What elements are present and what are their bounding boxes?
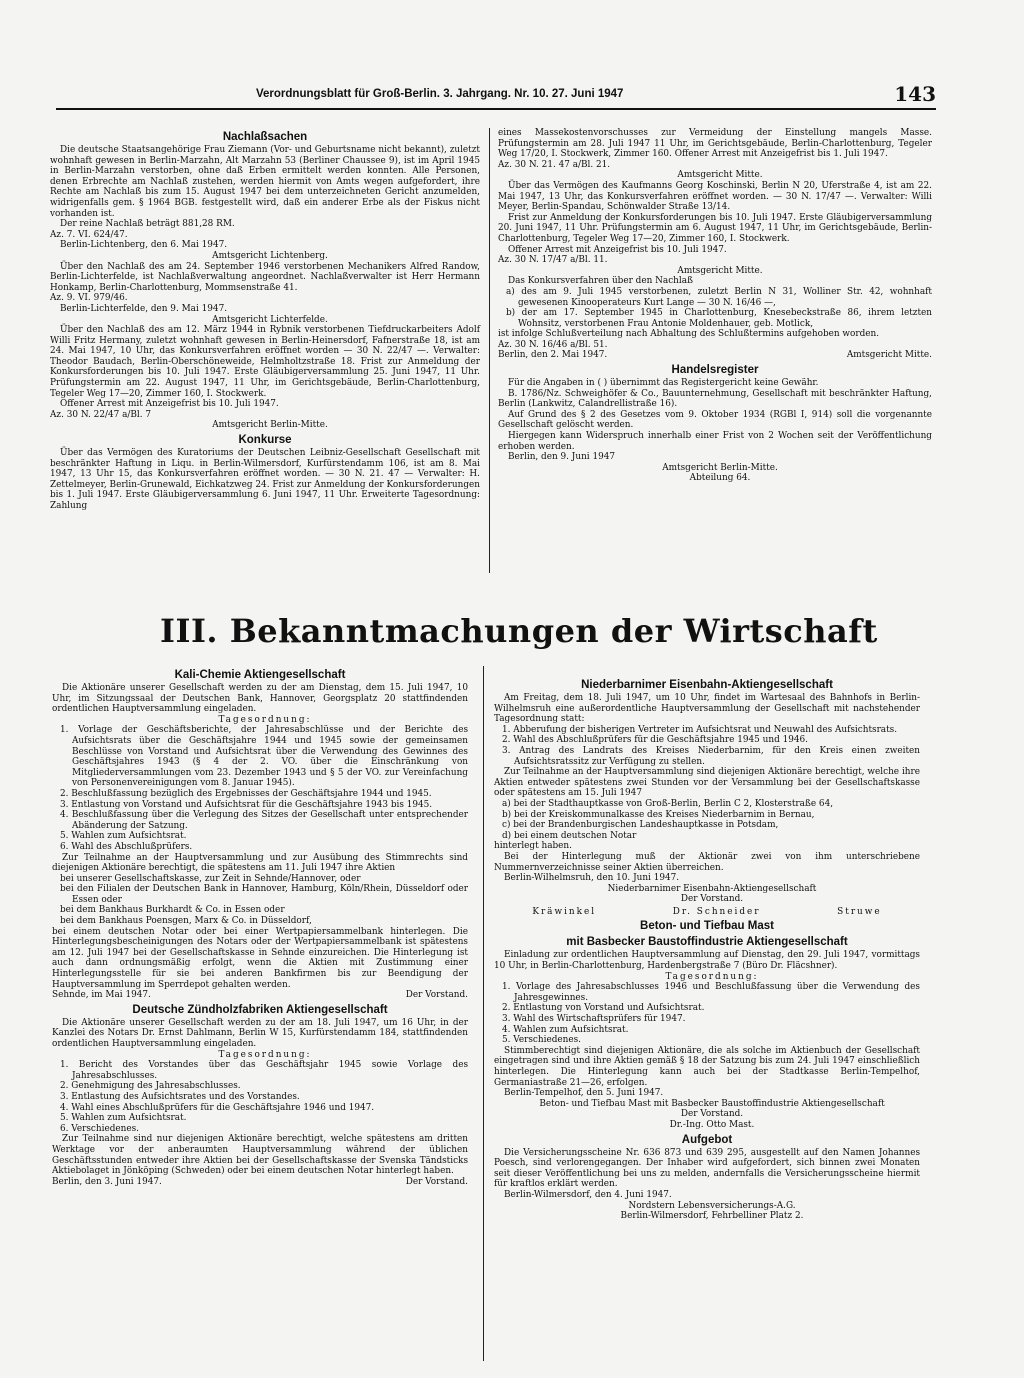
company-name: Beton- und Tiefbau Mast mit Basbecker Baustoffindustrie Aktiengesellschaft <box>539 1098 885 1109</box>
section-heading-konkurse: Konkurse <box>238 434 292 447</box>
date-line: Berlin-Wilmersdorf, den 4. Juni 1947. <box>504 1189 672 1200</box>
agenda-item: 5. Wahlen zum Aufsichtsrat. <box>60 1113 187 1124</box>
case-number: Az. 30 N. 22/47 a/Bl. 7 <box>50 409 152 420</box>
agenda-item: 1. Abberufung der bisherigen Vertreter im Aufsichtsrat und Neuwahl des Aufsichtsrats. <box>502 724 898 735</box>
court-signature: Amtsgericht Mitte. <box>677 170 763 181</box>
agenda-item: 2. Wahl des Abschlußprüfers für die Geschäftsjahre 1945 und 1946. <box>502 735 808 746</box>
signature: Der Vorstand. <box>680 894 744 905</box>
header-title: Verordnungsblatt für Groß-Berlin. 3. Jahrgang. Nr. 10. 27. Juni 1947 <box>256 88 624 100</box>
court-signature: Amtsgericht Lichterfelde. <box>212 314 328 325</box>
paragraph: Über das Vermögen des Kuratoriums der Deutschen Leibniz-Gesellschaft Gesellschaft mit beschränkter Haftung in Liqu. in Berlin-Wilmersdorf, Kurfürstendamm 106, ist am 8. Mai 1947, 13 Uhr 15, das Konkursverfahren eröffnet worden. — 30 N. 21. 47 — Verwalter: H. Zettelmeyer, Berlin-Grunewald, Eichkatzweg 24. Frist zur Anmeldung der Konkursforderungen bis 1. Juli 1947. Erste Gläubigerversammlung 6. Juni 1947, 11 Uhr. Erweiterte Tagesordnung: Zahlung <box>50 448 480 511</box>
signatory-name: Struwe <box>837 906 882 917</box>
court-signature: Amtsgericht Berlin-Mitte. <box>662 462 778 473</box>
column-top-right <box>498 128 932 484</box>
paragraph: eines Massekostenvorschusses zur Vermeidung der Einstellung mangels Masse. Prüfungstermin am 28. Juli 1947 11 Uhr, im Gerichtsgebäude, Berlin-Charlottenburg, Tegeler Weg 17/20, I. Stockwerk, Zimmer 160. Offener Arrest mit Anzeigefrist bis 1. Juli 1947. <box>498 128 932 160</box>
paragraph: Am Freitag, dem 18. Juli 1947, um 10 Uhr, findet im Wartesaal des Bahnhofs in Berlin-Wilhelmsruh eine außerordentliche Hauptversammlung der Gesellschaft mit nachstehender Tagesordnung statt: <box>494 693 920 725</box>
agenda-title: Tagesordnung: <box>218 1049 312 1060</box>
date-line: Berlin, den 3. Juni 1947. <box>52 1176 162 1187</box>
page-number: 143 <box>894 82 936 106</box>
list-item: bei dem Bankhaus Poensgen, Marx & Co. in Düsseldorf, <box>60 916 312 927</box>
paragraph: Auf Grund des § 2 des Gesetzes vom 9. Oktober 1934 (RGBl I, 914) soll die vorgenannte Gesellschaft gelöscht werden. <box>498 409 932 431</box>
column-divider <box>489 128 490 573</box>
date-line: Berlin-Lichterfelde, den 9. Mai 1947. <box>60 303 228 314</box>
company-address: Berlin-Wilmersdorf, Fehrbelliner Platz 2. <box>620 1211 804 1222</box>
case-number: Az. 9. VI. 979/46. <box>50 293 128 304</box>
company-name: Niederbarnimer Eisenbahn-Aktiengesellschaft <box>607 883 817 894</box>
list-item: a) des am 9. Juli 1945 verstorbenen, zuletzt Berlin N 31, Wolliner Str. 42, wohnhaft gewesenen Kinooperateurs Kurt Lange — 30 N. 16/46 —, <box>506 286 932 308</box>
court-signature: Amtsgericht Mitte. <box>846 350 932 361</box>
section-heading-mast: Beton- und Tiefbau Mast <box>640 920 774 933</box>
paragraph: Hiergegen kann Widerspruch innerhalb einer Frist von 2 Wochen seit der Veröffentlichung erhoben werden. <box>498 431 932 452</box>
paragraph: Für die Angaben in ( ) übernimmt das Registergericht keine Gewähr. <box>508 378 819 389</box>
page-header <box>56 82 936 110</box>
section-heading-nachlass: Nachlaßsachen <box>222 131 308 143</box>
date-line: Berlin-Lichtenberg, den 6. Mai 1947. <box>60 240 228 251</box>
paragraph: ist infolge Schlußverteilung nach Abhaltung des Schlußtermins aufgehoben worden. <box>498 329 880 340</box>
agenda-title: Tagesordnung: <box>218 714 312 725</box>
agenda-item: 3. Antrag des Landrats des Kreises Niederbarnim, für den Kreis einen zweiten Aufsichtsratssitz zur Verfügung zu stellen. <box>502 745 920 767</box>
case-number: Az. 30 N. 16/46 a/Bl. 51. <box>498 339 608 350</box>
section-heading-niederbarnim: Niederbarnimer Eisenbahn-Aktiengesellschaft <box>581 679 833 691</box>
agenda-item: 4. Beschlußfassung über die Verlegung des Sitzes der Gesellschaft unter entsprechender Abänderung der Satzung. <box>60 810 468 831</box>
signature: Der Vorstand. <box>405 1176 468 1187</box>
date-line: Berlin-Tempelhof, den 5. Juni 1947. <box>504 1088 664 1099</box>
date-signature-row <box>498 350 932 361</box>
paragraph: Über den Nachlaß des am 24. September 1946 verstorbenen Mechanikers Alfred Randow, Berlin-Lichterfelde, ist Nachlaßverwaltung angeordnet. Nachlaßverwalter ist Herr Hermann Honkamp, Berlin-Charlottenburg, Mommsenstraße 41. <box>50 261 480 293</box>
signatory-name: Dr. Schneider <box>672 906 761 917</box>
agenda-item: 2. Beschlußfassung bezüglich des Ergebnisses der Geschäftsjahre 1944 und 1945. <box>60 788 432 799</box>
agenda-item: 2. Entlastung von Vorstand und Aufsichtsrat. <box>502 1003 705 1014</box>
agenda-item: 3. Entlastung des Aufsichtsrates und des Vorstandes. <box>60 1091 300 1102</box>
signature: Der Vorstand. <box>405 990 468 1001</box>
column-bottom-left <box>52 666 468 1187</box>
paragraph: Offener Arrest mit Anzeigefrist bis 10. Juli 1947. <box>508 244 727 255</box>
court-signature: Amtsgericht Mitte. <box>677 265 763 276</box>
paragraph: Einladung zur ordentlichen Hauptversammlung auf Dienstag, den 29. Juli 1947, vormittags 10 Uhr, in Berlin-Charlottenburg, Hardenbergstraße 7 (Büro Dr. Fläcshner). <box>494 950 920 972</box>
section-heading-zuendholz: Deutsche Zündholzfabriken Aktiengesellschaft <box>132 1003 388 1016</box>
date-signature-row <box>52 990 468 1001</box>
paragraph: Der reine Nachlaß beträgt 881,28 RM. <box>60 219 235 230</box>
agenda-item: 6. Verschiedenes. <box>60 1123 139 1134</box>
paragraph: bei einem deutschen Notar oder bei einer Wertpapiersammelbank hinterlegen. Die Hinterlegungsbescheinigungen des Notars oder der Wertpapiersammelbank ist spätestens am 12. Juli 1947 bei der Gesellschaftskasse in Sehnde einzureichen. Die Hinterlegung ist auch dann ordnungsmäßig erfolgt, wenn die Aktien mit Zustimmung einer Hinterlegungsstelle für sie bei anderen Bankfirmen bis zur Beendigung der Hauptversammlung im Sperrdepot gehalten werden. <box>52 926 468 990</box>
paragraph: hinterlegt haben. <box>494 841 572 852</box>
list-item: d) bei einem deutschen Notar <box>502 830 637 841</box>
paragraph: Offener Arrest mit Anzeigefrist bis 10. Juli 1947. <box>60 399 279 410</box>
paragraph: Die deutsche Staatsangehörige Frau Ziemann (Vor- und Geburtsname nicht bekannt), zuletzt wohnhaft gewesen in Berlin-Marzahn, Alt Marzahn 53 (Berliner Chaussee 9), ist im April 1945 in Berlin-Marzahn verstorben, ohne daß Erben ermittelt werden konnten. Alle Personen, denen Erbrechte am Nachlaß zustehen, werden hiermit von Amts wegen aufgefordert, ihre Rechte am Nachlaß bis zum 15. August 1947 bei dem unterzeichneten Gericht anzumelden, widrigenfalls gem. § 1964 BGB. festgestellt wird, daß ein anderer Erbe als der Fiskus nicht vorhanden ist. <box>50 145 480 219</box>
paragraph: Das Konkursverfahren über den Nachlaß <box>508 276 693 287</box>
agenda-item: 3. Entlastung von Vorstand und Aufsichtsrat für die Geschäftsjahre 1943 bis 1945. <box>60 799 433 810</box>
column-divider <box>483 666 484 1361</box>
date-line: Sehnde, im Mai 1947. <box>52 990 151 1001</box>
signature: Der Vorstand. <box>680 1109 744 1120</box>
company-name: Nordstern Lebensversicherungs-A.G. <box>628 1200 796 1211</box>
agenda-item: 4. Wahlen zum Aufsichtsrat. <box>502 1024 629 1035</box>
agenda-item: 3. Wahl des Wirtschaftsprüfers für 1947. <box>502 1014 686 1025</box>
column-bottom-right <box>494 676 920 1222</box>
section-heading-handelsregister: Handelsregister <box>671 364 759 377</box>
paragraph: Zur Teilnahme an der Hauptversammlung sind diejenigen Aktionäre berechtigt, welche ihre Aktien entweder spätestens zwei Stunden vor der Versammlung bei der Gesellschaftskasse oder spätestens am 15. Juli 1947 <box>494 767 920 799</box>
column-top-left <box>50 128 480 512</box>
case-number: Az. 30 N. 17/47 a/Bl. 11. <box>498 255 608 266</box>
agenda-item: 1. Vorlage des Jahresabschlusses 1946 und Beschlußfassung über die Verwendung des Jahresgewinnes. <box>502 982 920 1003</box>
paragraph: B. 1786/Nz. Schweighöfer & Co., Bauunternehmung, Gesellschaft mit beschränkter Haftung, Berlin (Lankwitz, Calandrellistraße 16). <box>498 388 932 410</box>
agenda-item: 6. Wahl des Abschlußprüfers. <box>60 841 193 852</box>
agenda-item: 5. Verschiedenes. <box>502 1035 581 1046</box>
section-heading-aufgebot: Aufgebot <box>681 1133 733 1146</box>
list-item: bei den Filialen der Deutschen Bank in Hannover, Hamburg, Köln/Rhein, Düsseldorf oder Essen oder <box>60 884 468 905</box>
agenda-item: 1. Bericht des Vorstandes über das Geschäftsjahr 1945 sowie Vorlage des Jahresabschlusses. <box>60 1060 468 1081</box>
agenda-item: 2. Genehmigung des Jahresabschlusses. <box>60 1081 241 1092</box>
court-department: Abteilung 64. <box>689 473 751 484</box>
case-number: Az. 30 N. 21. 47 a/Bl. 21. <box>498 159 611 170</box>
paragraph: Frist zur Anmeldung der Konkursforderungen bis 10. Juli 1947. Erste Gläubigerversammlung 20. Juni 1947, 11 Uhr. Prüfungstermin am 6. August 1947, 11 Uhr, im Gerichtsgebäude, Berlin-Charlottenburg, Tegeler Weg 17—20, Zimmer 160, I. Stockwerk. <box>498 212 932 244</box>
list-item: b) bei der Kreiskommunalkasse des Kreises Niederbarnim in Bernau, <box>502 809 815 820</box>
signatory-name: Kräwinkel <box>532 906 597 917</box>
case-number: Az. 7. VI. 624/47. <box>50 229 128 240</box>
paragraph: Die Aktionäre unserer Gesellschaft werden zu der am 18. Juli 1947, um 16 Uhr, in der Kanzlei des Notars Dr. Ernst Dahlmann, Berlin W 15, Kurfürstendamm 184, stattfindenden ordentlichen Hauptversammlung eingeladen. <box>52 1017 468 1049</box>
agenda-title: Tagesordnung: <box>665 971 759 982</box>
paragraph: Zur Teilnahme sind nur diejenigen Aktionäre berechtigt, welche spätestens am dritten Werktage vor der anberaumten Hauptversammlung während der üblichen Geschäftsstunden entweder ihre Aktien bei der Gesellschaftskasse der Svenska Tändsticks Aktiebolaget in Jönköping (Schweden) oder bei einem deutschen Notar hinterlegt haben. <box>52 1134 468 1177</box>
agenda-item: 5. Wahlen zum Aufsichtsrat. <box>60 831 187 842</box>
paragraph: Stimmberechtigt sind diejenigen Aktionäre, die als solche im Aktienbuch der Gesellschaft eingetragen sind und ihre Aktien gemäß § 18 der Satzung bis zum 24. Juli 1947 einschließlich hinterlegen. Die Hinterlegung kann auch bei der Stadtkasse Berlin-Tempelhof, Germaniastraße 21—26, erfolgen. <box>494 1045 920 1088</box>
signatory-names <box>494 907 920 918</box>
main-section-heading: III. Bekanntmachungen der Wirtschaft <box>160 612 878 650</box>
section-heading-kali: Kali-Chemie Aktiengesellschaft <box>174 669 346 681</box>
date-line: Berlin-Wilhelmsruh, den 10. Juni 1947. <box>504 873 680 884</box>
list-item: bei dem Bankhaus Burkhardt & Co. in Essen oder <box>60 905 285 916</box>
date-line: Berlin, den 9. Juni 1947 <box>508 452 616 463</box>
date-line: Berlin, den 2. Mai 1947. <box>498 350 608 361</box>
paragraph: Über den Nachlaß des am 12. März 1944 in Rybnik verstorbenen Tiefdruckarbeiters Adolf Willi Fritz Hermany, zuletzt wohnhaft gewesen in Berlin-Heinersdorf, Fafnerstraße 18, ist am 24. Mai 1947, 10 Uhr, das Konkursverfahren eröffnet worden — 30 N. 22/47 —. Verwalter: Theodor Baudach, Berlin-Oberschöneweide, Helmholtzstraße 18. Frist zur Anmeldung der Konkursforderungen bis 10. Juli 1947. Erste Gläubigerversammlung 25. Juni 1947, 11 Uhr. Prüfungstermin am 22. August 1947, 11 Uhr, im Gerichtsgebäude, Berlin-Charlottenburg, Tegeler Weg 17—20, Zimmer 160, I. Stockwerk. <box>50 325 480 399</box>
court-signature: Amtsgericht Berlin-Mitte. <box>212 420 328 431</box>
paragraph: Die Versicherungsscheine Nr. 636 873 und 639 295, ausgestellt auf den Namen Johannes Poesch, sind verlorengegangen. Der Inhaber wird aufgefordert, sich binnen zwei Monaten seit dieser Veröffentlichung bei uns zu melden, andernfalls die Versicherungsscheine hiermit für kraftlos erklärt werden. <box>494 1147 920 1190</box>
signatory-name: Dr.-Ing. Otto Mast. <box>669 1119 755 1130</box>
agenda-item: 1. Vorlage der Geschäftsberichte, der Jahresabschlüsse und der Berichte des Aufsichtsrats über die Geschäftsjahre 1944 und 1945 sowie der gemeinsamen Beschlüsse von Vorstand und Aufsichtsrat über die Verwendung des Gewinnes des Geschäftsjahres 1943 (§ 4 der 2. VO. über die Einschränkung von Mitgliederversammlungen vom 23. Dezember 1943 und § 5 der VO. zur Vereinfachung von Personenvereinigungen vom 8. Januar 1945). <box>60 725 468 789</box>
list-item: a) bei der Stadthauptkasse von Groß-Berlin, Berlin C 2, Klosterstraße 64, <box>502 798 834 809</box>
court-signature: Amtsgericht Lichtenberg. <box>212 250 328 261</box>
list-item: b) der am 17. September 1945 in Charlottenburg, Knesebeckstraße 86, ihrem letzten Wohnsitz, verstorbenen Frau Antonie Moldenhauer, geb. Motlick, <box>506 308 932 329</box>
date-signature-row <box>52 1177 468 1188</box>
paragraph: Über das Vermögen des Kaufmanns Georg Koschinski, Berlin N 20, Uferstraße 4, ist am 22. Mai 1947, 13 Uhr, das Konkursverfahren eröffnet worden. — 30 N. 17/47 —. Verwalter: Willi Meyer, Berlin-Spandau, Schönwalder Straße 13/14. <box>498 180 932 213</box>
paragraph: Zur Teilnahme an der Hauptversammlung und zur Ausübung des Stimmrechts sind diejenigen Aktionäre berechtigt, die spätestens am 11. Juli 1947 ihre Aktien <box>52 852 468 874</box>
paragraph: Bei der Hinterlegung muß der Aktionär zwei von ihm unterschriebene Nummernverzeichnisse seiner Aktien überreichen. <box>494 851 920 873</box>
list-item: bei unserer Gesellschaftskasse, zur Zeit in Sehnde/Hannover, oder <box>60 873 361 884</box>
list-item: c) bei der Brandenburgischen Landeshauptkasse in Potsdam, <box>502 820 779 831</box>
paragraph: Die Aktionäre unserer Gesellschaft werden zu der am Dienstag, dem 15. Juli 1947, 10 Uhr, im Sitzungssaal der Deutschen Bank, Hannover, Georgsplatz 20 stattfindenden ordentlichen Hauptversammlung eingeladen. <box>52 683 468 715</box>
section-subheading-mast: mit Basbecker Baustoffindustrie Aktiengesellschaft <box>566 936 848 949</box>
agenda-item: 4. Wahl eines Abschlußprüfers für die Geschäftsjahre 1946 und 1947. <box>60 1102 375 1113</box>
